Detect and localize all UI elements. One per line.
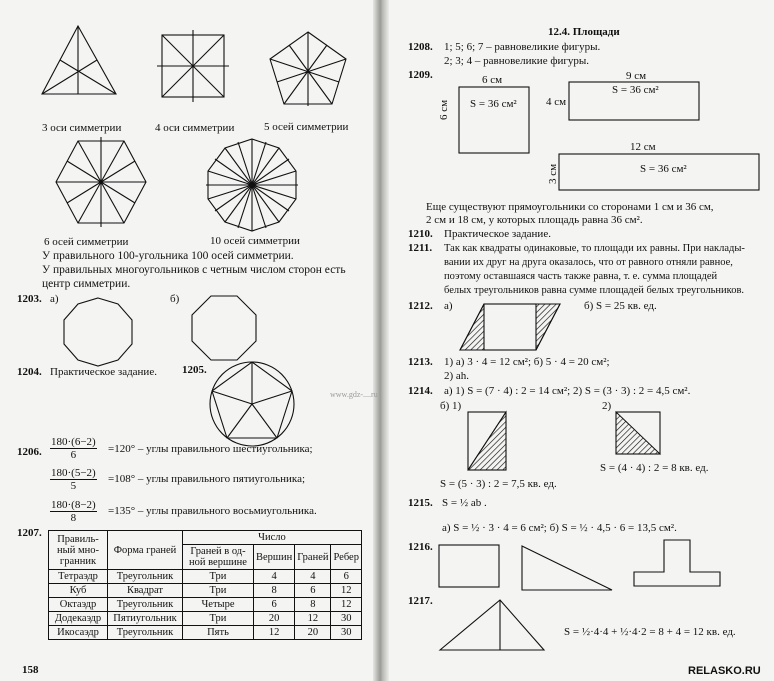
header-edges: Ребер	[331, 545, 361, 570]
caption-3-axes: 3 оси симметрии	[42, 122, 122, 134]
cell-edges: 30	[331, 612, 361, 626]
decagon-10-axes-figure	[204, 137, 300, 233]
problem-1214-line-1: а) 1) S = (7 · 4) : 2 = 14 см²; 2) S = (3 · 3) : 2 = 4,5 см².	[444, 385, 691, 397]
rect2-side-label: 4 см	[546, 96, 567, 108]
problem-1215-formula: S = ½ ab .	[442, 497, 487, 509]
cell-face: Треугольник	[108, 570, 183, 584]
rect1-square	[458, 86, 533, 156]
formula-hexagon-result: =120° – углы правильного шестиугольника;	[108, 443, 313, 455]
problem-1203-a: а)	[50, 293, 59, 305]
problem-1204-text: Практическое задание.	[50, 366, 157, 378]
octagon-figure	[188, 294, 262, 366]
formula-pentagon-result: =108° – углы правильного пятиугольника;	[108, 473, 306, 485]
problem-1211-line-4: белых треугольников равна сумме площадей белых треугольников.	[444, 285, 745, 296]
header-polyhedron: Правиль-ный мно-гранник	[49, 531, 108, 570]
cell-faces: 20	[295, 626, 331, 640]
problem-1210-label: 1210.	[408, 228, 433, 240]
formula-hexagon-numerator: 180·(6−2)	[51, 436, 96, 448]
problem-1203-b: б)	[170, 293, 180, 305]
cell-edges: 30	[331, 626, 361, 640]
header-faces-at-vertex: Граней в од-ной вершине	[183, 545, 254, 570]
cell-name: Тетраэдр	[49, 570, 108, 584]
formula-pentagon-numerator: 180·(5−2)	[51, 467, 96, 479]
rect1-area: S = 36 см²	[470, 98, 517, 110]
formula-octagon-fraction	[50, 499, 97, 524]
problem-1211-line-3: поэтому оставшаяся часть также равна, т. е. сумма площадей	[444, 271, 718, 282]
problem-1214-result-2: S = (4 · 4) : 2 = 8 кв. ед.	[600, 462, 709, 474]
cell-at-vertex: Четыре	[183, 598, 254, 612]
cell-at-vertex: Три	[183, 584, 254, 598]
page-number: 158	[22, 664, 39, 676]
cell-faces: 6	[295, 584, 331, 598]
header-count: Число	[183, 531, 362, 545]
cell-at-vertex: Три	[183, 612, 254, 626]
cell-at-vertex: Три	[183, 570, 254, 584]
formula-octagon-result: =135° – углы правильного восьмиугольника.	[108, 505, 317, 517]
header-faces: Граней	[295, 545, 331, 570]
problem-1213-line-2: 2) ah.	[444, 370, 470, 382]
header-face-shape: Форма граней	[108, 531, 183, 570]
table-row	[49, 598, 362, 612]
problem-1210-text: Практическое задание.	[444, 228, 551, 240]
formula-pentagon-fraction	[50, 467, 97, 492]
cell-vertices: 4	[254, 570, 295, 584]
problem-1208-line-1: 1; 5; 6; 7 – равновеликие фигуры.	[444, 41, 601, 53]
formula-pentagon-denominator: 5	[70, 480, 77, 492]
site-watermark: RELASKO.RU	[688, 665, 761, 677]
cell-vertices: 6	[254, 598, 295, 612]
right-triangle-1216-figure	[520, 544, 616, 594]
caption-4-axes: 4 оси симметрии	[155, 122, 235, 134]
square-4-axes-figure	[157, 30, 237, 105]
cell-edges: 12	[331, 598, 361, 612]
problem-1208-line-2: 2; 3; 4 – равновеликие фигуры.	[444, 55, 589, 67]
cell-faces: 8	[295, 598, 331, 612]
formula-octagon-denominator: 8	[70, 512, 77, 524]
square-diagonal-hatched-figure	[614, 410, 664, 456]
triangle-3-axes-figure	[40, 24, 120, 99]
cell-faces: 4	[295, 570, 331, 584]
formula-octagon-numerator: 180·(8−2)	[51, 499, 96, 511]
cell-vertices: 12	[254, 626, 295, 640]
polyhedra-table	[48, 530, 362, 640]
table-row	[49, 570, 362, 584]
t-shape-1216-figure	[632, 538, 724, 590]
inscribed-pentagon-figure	[208, 360, 298, 450]
problem-1211-line-1: Так как квадраты одинаковые, то площади их равны. При наклады-	[444, 243, 745, 254]
cell-face: Квадрат	[108, 584, 183, 598]
cell-face: Треугольник	[108, 626, 183, 640]
parallelogram-hatched-figure	[456, 302, 566, 354]
problem-1205-label: 1205.	[182, 364, 207, 376]
rect1-top-label: 6 см	[482, 74, 503, 86]
problem-1213-line-1: 1) а) 3 · 4 = 12 см²; б) 5 · 4 = 20 см²;	[444, 356, 610, 368]
hexagon-6-axes-figure	[54, 137, 150, 229]
table-row	[49, 612, 362, 626]
cell-face: Пятиугольник	[108, 612, 183, 626]
problem-1208-label: 1208.	[408, 41, 433, 53]
problem-1209-label: 1209.	[408, 69, 433, 81]
note-line-1: У правильного 100-угольника 100 осей симметрии.	[42, 250, 294, 262]
formula-hexagon-fraction	[50, 436, 97, 461]
cell-edges: 6	[331, 570, 361, 584]
header-vertices: Вершин	[254, 545, 295, 570]
rect2-top-label: 9 см	[626, 70, 647, 82]
problem-1209-text-2: 2 см и 18 см, у которых площадь равна 36 см².	[426, 214, 643, 226]
cell-faces: 12	[295, 612, 331, 626]
rect3-top-label: 12 см	[630, 141, 656, 153]
formula-hexagon-denominator: 6	[70, 449, 77, 461]
cell-name: Додекаэдр	[49, 612, 108, 626]
problem-1203-label: 1203.	[17, 293, 42, 305]
note-line-3: центр симметрии.	[42, 278, 131, 290]
cell-face: Треугольник	[108, 598, 183, 612]
pentagon-5-axes-figure	[268, 28, 353, 110]
book-spine	[373, 0, 389, 681]
rect3-side-label: 3 см	[547, 163, 559, 184]
section-title: 12.4. Площади	[548, 26, 620, 38]
problem-1212-label: 1212.	[408, 300, 433, 312]
problem-1207-label: 1207.	[17, 527, 42, 539]
decagon-figure	[58, 296, 138, 370]
problem-1214-label: 1214.	[408, 385, 433, 397]
problem-1213-label: 1213.	[408, 356, 433, 368]
cell-edges: 12	[331, 584, 361, 598]
cell-at-vertex: Пять	[183, 626, 254, 640]
problem-1214-result-1: S = (5 · 3) : 2 = 7,5 кв. ед.	[440, 478, 557, 490]
caption-10-axes: 10 осей симметрии	[210, 235, 300, 247]
rect1-side-label: 6 см	[438, 99, 450, 120]
problem-1212-a: а)	[444, 300, 453, 312]
problem-1211-line-2: вании их друг на друга оказалось, что от равного отняли равное,	[444, 257, 733, 268]
rect2-area: S = 36 см²	[612, 84, 659, 96]
rectangle-diagonal-hatched-figure	[466, 410, 511, 472]
cell-name: Икосаэдр	[49, 626, 108, 640]
watermark: www.gdz-....ru	[330, 390, 378, 399]
square-1216-figure	[438, 544, 502, 590]
problem-1209-text-1: Еще существуют прямоугольники со сторонами 1 см и 36 см,	[426, 201, 714, 213]
problem-1204-label: 1204.	[17, 366, 42, 378]
problem-1206-label: 1206.	[17, 446, 42, 458]
problem-1214-b2: 2)	[602, 400, 612, 412]
problem-1211-label: 1211.	[408, 242, 433, 254]
table-row	[49, 626, 362, 640]
table-row	[49, 584, 362, 598]
problem-1215-line: а) S = ½ · 3 · 4 = 6 см²; б) S = ½ · 4,5 · 6 = 13,5 см².	[442, 522, 677, 534]
problem-1217-formula: S = ½·4·4 + ½·4·2 = 8 + 4 = 12 кв. ед.	[564, 626, 736, 638]
cell-vertices: 8	[254, 584, 295, 598]
problem-1217-label: 1217.	[408, 595, 433, 607]
caption-6-axes: 6 осей симметрии	[44, 236, 129, 248]
problem-1214-b1: б) 1)	[440, 400, 462, 412]
caption-5-axes: 5 осей симметрии	[264, 121, 349, 133]
cell-name: Куб	[49, 584, 108, 598]
problem-1212-b: б) S = 25 кв. ед.	[584, 300, 657, 312]
rect3-area: S = 36 см²	[640, 163, 687, 175]
note-line-2: У правильных многоугольников с четным числом сторон есть	[42, 264, 346, 276]
cell-vertices: 20	[254, 612, 295, 626]
problem-1216-label: 1216.	[408, 541, 433, 553]
triangle-1217-figure	[438, 598, 548, 654]
cell-name: Октаэдр	[49, 598, 108, 612]
problem-1215-label: 1215.	[408, 497, 433, 509]
